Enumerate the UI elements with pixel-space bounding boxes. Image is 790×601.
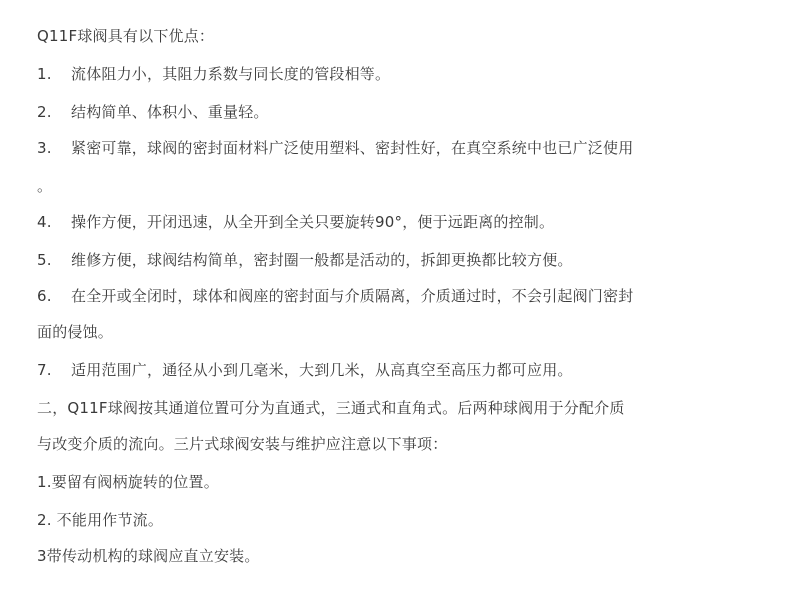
note-line: [37, 472, 219, 492]
list-number: 7.: [37, 361, 52, 379]
list-item: [37, 286, 633, 306]
line-text: 维修方便，球阀结构简单，密封圈一般都是活动的，拆卸更换都比较方便。: [71, 251, 573, 269]
continuation-line: [37, 322, 113, 342]
line-text: 。: [37, 177, 53, 195]
list-number: 3.: [37, 139, 52, 157]
line-text: 2. 不能用作节流。: [37, 511, 164, 529]
list-item: [37, 64, 390, 84]
list-number: 1.: [37, 65, 52, 83]
line-text: 操作方便，开闭迅速，从全开到全关只要旋转90°，便于远距离的控制。: [71, 213, 555, 231]
note-line: [37, 546, 260, 566]
line-text: 在全开或全闭时，球体和阀座的密封面与介质隔离，介质通过时，不会引起阀门密封: [71, 287, 634, 305]
list-number: 5.: [37, 251, 52, 269]
list-number: 4.: [37, 213, 52, 231]
line-text: 紧密可靠，球阀的密封面材料广泛使用塑料、密封性好，在真空系统中也已广泛使用: [71, 139, 634, 157]
intro-line: [37, 26, 214, 46]
continuation-line: [37, 176, 52, 196]
line-text: Q11F球阀具有以下优点：: [37, 27, 215, 45]
line-text: 二，Q11F球阀按其通道位置可分为直通式，三通式和直角式。后两种球阀用于分配介质: [37, 399, 625, 417]
note-line: [37, 510, 163, 530]
line-text: 适用范围广，通径从小到几毫米，大到几米，从高真空至高压力都可应用。: [71, 361, 573, 379]
continuation-line: [37, 434, 447, 454]
list-number: 6.: [37, 287, 52, 305]
line-text: 与改变介质的流向。三片式球阀安装与维护应注意以下事项：: [37, 435, 448, 453]
list-item: [37, 138, 633, 158]
line-text: 结构简单、体积小、重量轻。: [71, 103, 269, 121]
list-item: [37, 102, 269, 122]
list-item: [37, 212, 554, 232]
list-number: 2.: [37, 103, 52, 121]
line-text: 流体阻力小，其阻力系数与同长度的管段相等。: [71, 65, 391, 83]
section-line: [37, 398, 625, 418]
line-text: 3带传动机构的球阀应直立安装。: [37, 547, 260, 565]
list-item: [37, 360, 573, 380]
list-item: [37, 250, 573, 270]
line-text: 面的侵蚀。: [37, 323, 114, 341]
line-text: 1.要留有阀柄旋转的位置。: [37, 473, 219, 491]
